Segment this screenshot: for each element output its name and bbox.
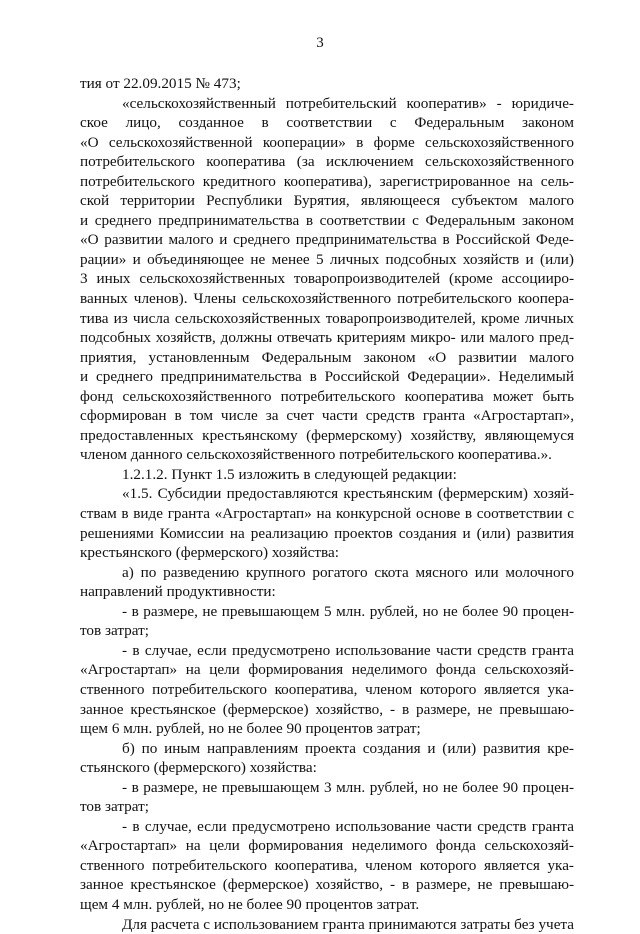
text-line: потребительского кооператива (за исключением сельскохозяйственного xyxy=(80,153,574,171)
text-line: «Агростартап» на цели формирования неделимого фонда сельскохозяй- xyxy=(80,661,574,679)
text-line: 1.2.1.2. Пункт 1.5 изложить в следующей редакции: xyxy=(122,465,457,483)
text-line: и среднего предпринимательства в Российской Федерации». Неделимый xyxy=(80,368,574,386)
page-number: 3 xyxy=(316,35,324,51)
text-line: сформирован в том числе за счет части средств гранта «Агростартап», xyxy=(80,407,574,425)
text-line: б) по иным направлениям проекта создания и (или) развития кре- xyxy=(122,739,574,757)
text-line: занное крестьянское (фермерское) хозяйство, - в размере, не превышаю- xyxy=(80,700,574,718)
text-line: рации» и объединяющее не менее 5 личных подсобных хозяйств и (или) xyxy=(80,250,574,268)
text-line: занное крестьянское (фермерское) хозяйство, - в размере, не превышаю- xyxy=(80,876,574,894)
text-line: решениями Комиссии на реализацию проектов создания и (или) развития xyxy=(80,524,574,542)
text-line: направлений продуктивности: xyxy=(80,583,276,601)
text-line: приятия, установленным Федеральным законом «О развитии малого xyxy=(80,348,574,366)
text-line: тов затрат; xyxy=(80,622,149,640)
text-line: щем 4 млн. рублей, но не более 90 процентов затрат. xyxy=(80,895,420,913)
text-line: потребительского кредитного кооператива), зарегистрированное на сель- xyxy=(80,172,574,190)
text-line: ское лицо, созданное в соответствии с Федеральным законом xyxy=(80,114,574,132)
text-line: а) по разведению крупного рогатого скота мясного или молочного xyxy=(122,563,574,581)
text-line: тива из числа сельскохозяйственных товаропроизводителей, кроме личных xyxy=(80,309,574,327)
text-line: «О развитии малого и среднего предпринимательства в Российской Феде- xyxy=(80,231,574,249)
text-line: ствам в виде гранта «Агростартап» на конкурсной основе в соответствии с xyxy=(80,505,574,523)
document-body xyxy=(80,74,574,934)
text-line: тов затрат; xyxy=(80,798,149,816)
text-line: «О сельскохозяйственной кооперации» в форме сельскохозяйственного xyxy=(80,133,574,151)
text-line: предоставленных крестьянскому (фермерскому) хозяйству, являющемуся xyxy=(80,426,574,444)
text-line: - в случае, если предусмотрено использование части средств гранта xyxy=(122,641,574,659)
text-line: «Агростартап» на цели формирования неделимого фонда сельскохозяй- xyxy=(80,837,574,855)
text-line: крестьянского (фермерского) хозяйства: xyxy=(80,544,339,562)
text-line: щем 6 млн. рублей, но не более 90 процентов затрат; xyxy=(80,720,421,738)
text-line: ской территории Республики Бурятия, являющееся субъектом малого xyxy=(80,192,574,210)
text-line: подсобных хозяйств, должны отвечать критериям микро- или малого пред- xyxy=(80,329,574,347)
text-line: - в размере, не превышающем 5 млн. рублей, но не более 90 процен- xyxy=(122,602,574,620)
text-line: ванных членов). Члены сельскохозяйственного потребительского коопера- xyxy=(80,290,574,308)
text-line: членом данного сельскохозяйственного потребительского кооператива.». xyxy=(80,446,552,464)
text-line: ственного потребительского кооператива, членом которого является ука- xyxy=(80,856,574,874)
text-line: 3 иных сельскохозяйственных товаропроизводителей (кроме ассоцииро- xyxy=(80,270,574,288)
text-line: «сельскохозяйственный потребительский кооператив» - юридиче- xyxy=(122,94,574,112)
text-line: Для расчета с использованием гранта принимаются затраты без учета xyxy=(122,915,574,933)
text-line: и среднего предпринимательства в соответствии с Федеральным законом xyxy=(80,211,574,229)
text-line: - в случае, если предусмотрено использование части средств гранта xyxy=(122,817,574,835)
text-line: ственного потребительского кооператива, членом которого является ука- xyxy=(80,680,574,698)
text-line: фонд сельскохозяйственного потребительского кооператива может быть xyxy=(80,387,574,405)
text-line: стьянского (фермерского) хозяйства: xyxy=(80,759,317,777)
text-line: - в размере, не превышающем 3 млн. рублей, но не более 90 процен- xyxy=(122,778,574,796)
text-line: «1.5. Субсидии предоставляются крестьянским (фермерским) хозяй- xyxy=(122,485,574,503)
text-line: тия от 22.09.2015 № 473; xyxy=(80,75,241,92)
